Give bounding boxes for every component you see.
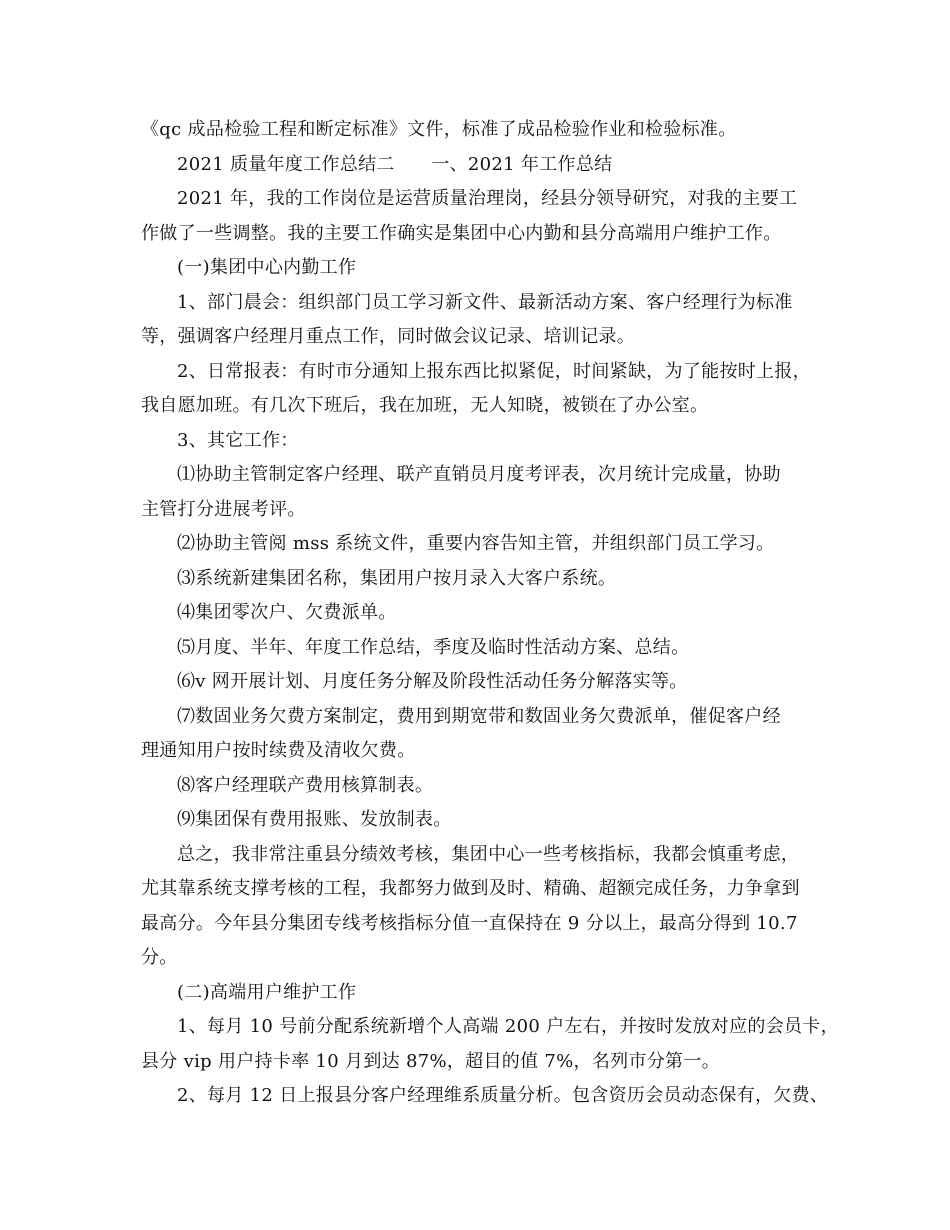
list-item: ⑹v 网开展计划、月度任务分解及阶段性活动任务分解落实等。 (177, 671, 688, 692)
section-heading: (二)高端用户维护工作 (177, 981, 357, 1003)
list-item: ⑼集团保有费用报账、发放制表。 (177, 809, 452, 830)
list-item: ⑷集团零次户、欠费派单。 (177, 602, 397, 623)
list-item: ⑵协助主管阅 mss 系统文件，重要内容告知主管，并组织部门员工学习。 (177, 533, 775, 554)
paragraph-line: 尤其靠系统支撑考核的工程，我都努力做到及时、精确、超额完成任务，力争拿到 (141, 878, 800, 899)
list-item: ⑺数固业务欠费方案制定，费用到期宽带和数固业务欠费派单，催促客户经 (177, 705, 781, 727)
list-item: ⑴协助主管制定客户经理、联产直销员月度考评表，次月统计完成量，协助 (177, 464, 781, 485)
document-page (141, 113, 839, 1114)
paragraph-line: 2021 质量年度工作总结二 一、2021 年工作总结 (177, 153, 613, 175)
paragraph-line: 总之，我非常注重县分绩效考核，集团中心一些考核指标，我都会慎重考虑， (177, 843, 800, 865)
paragraph-line: 分。 (141, 947, 178, 968)
list-item-continuation: 理通知用户按时续费及清收欠费。 (141, 740, 416, 761)
list-item: ⑶系统新建集团名称，集团用户按月录入大客户系统。 (177, 567, 617, 589)
paragraph-line: 最高分。今年县分集团专线考核指标分值一直保持在 9 分以上，最高分得到 10.7 (141, 912, 798, 934)
paragraph-line: 2、日常报表：有时市分通知上报东西比拟紧促，时间紧缺，为了能按时上报， (177, 360, 811, 382)
list-item: ⑻客户经理联产费用核算制表。 (177, 774, 434, 796)
paragraph-line: 1、部门晨会：组织部门员工学习新文件、最新活动方案、客户经理行为标准 (177, 291, 793, 313)
paragraph-line: 《qc 成品检验工程和断定标准》文件，标准了成品检验作业和检验标准。 (141, 119, 737, 140)
paragraph-line: 县分 vip 用户持卡率 10 月到达 87%，超目的值 7%，名列市分第一。 (141, 1050, 720, 1072)
section-heading: (一)集团中心内勤工作 (177, 257, 357, 278)
paragraph-line: 我自愿加班。有几次下班后，我在加班，无人知晓，被锁在了办公室。 (141, 395, 709, 416)
list-item: ⑸月度、半年、年度工作总结，季度及临时性活动方案、总结。 (177, 636, 690, 658)
paragraph-line: 2021 年，我的工作岗位是运营质量治理岗，经县分领导研究，对我的主要工 (177, 188, 798, 209)
list-item-continuation: 主管打分进展考评。 (141, 498, 306, 520)
paragraph-line: 3、其它工作： (177, 429, 299, 451)
paragraph-line: 作做了一些调整。我的主要工作确实是集团中心内勤和县分高端用户维护工作。 (141, 222, 782, 244)
paragraph-line: 1、每月 10 号前分配系统新增个人高端 200 户左右，并按时发放对应的会员卡， (177, 1016, 839, 1037)
paragraph-line: 2、每月 12 日上报县分客户经理维系质量分析。包含资历会员动态保有，欠费、 (177, 1085, 829, 1106)
paragraph-line: 等，强调客户经理月重点工作，同时做会议记录、培训记录。 (141, 326, 636, 347)
